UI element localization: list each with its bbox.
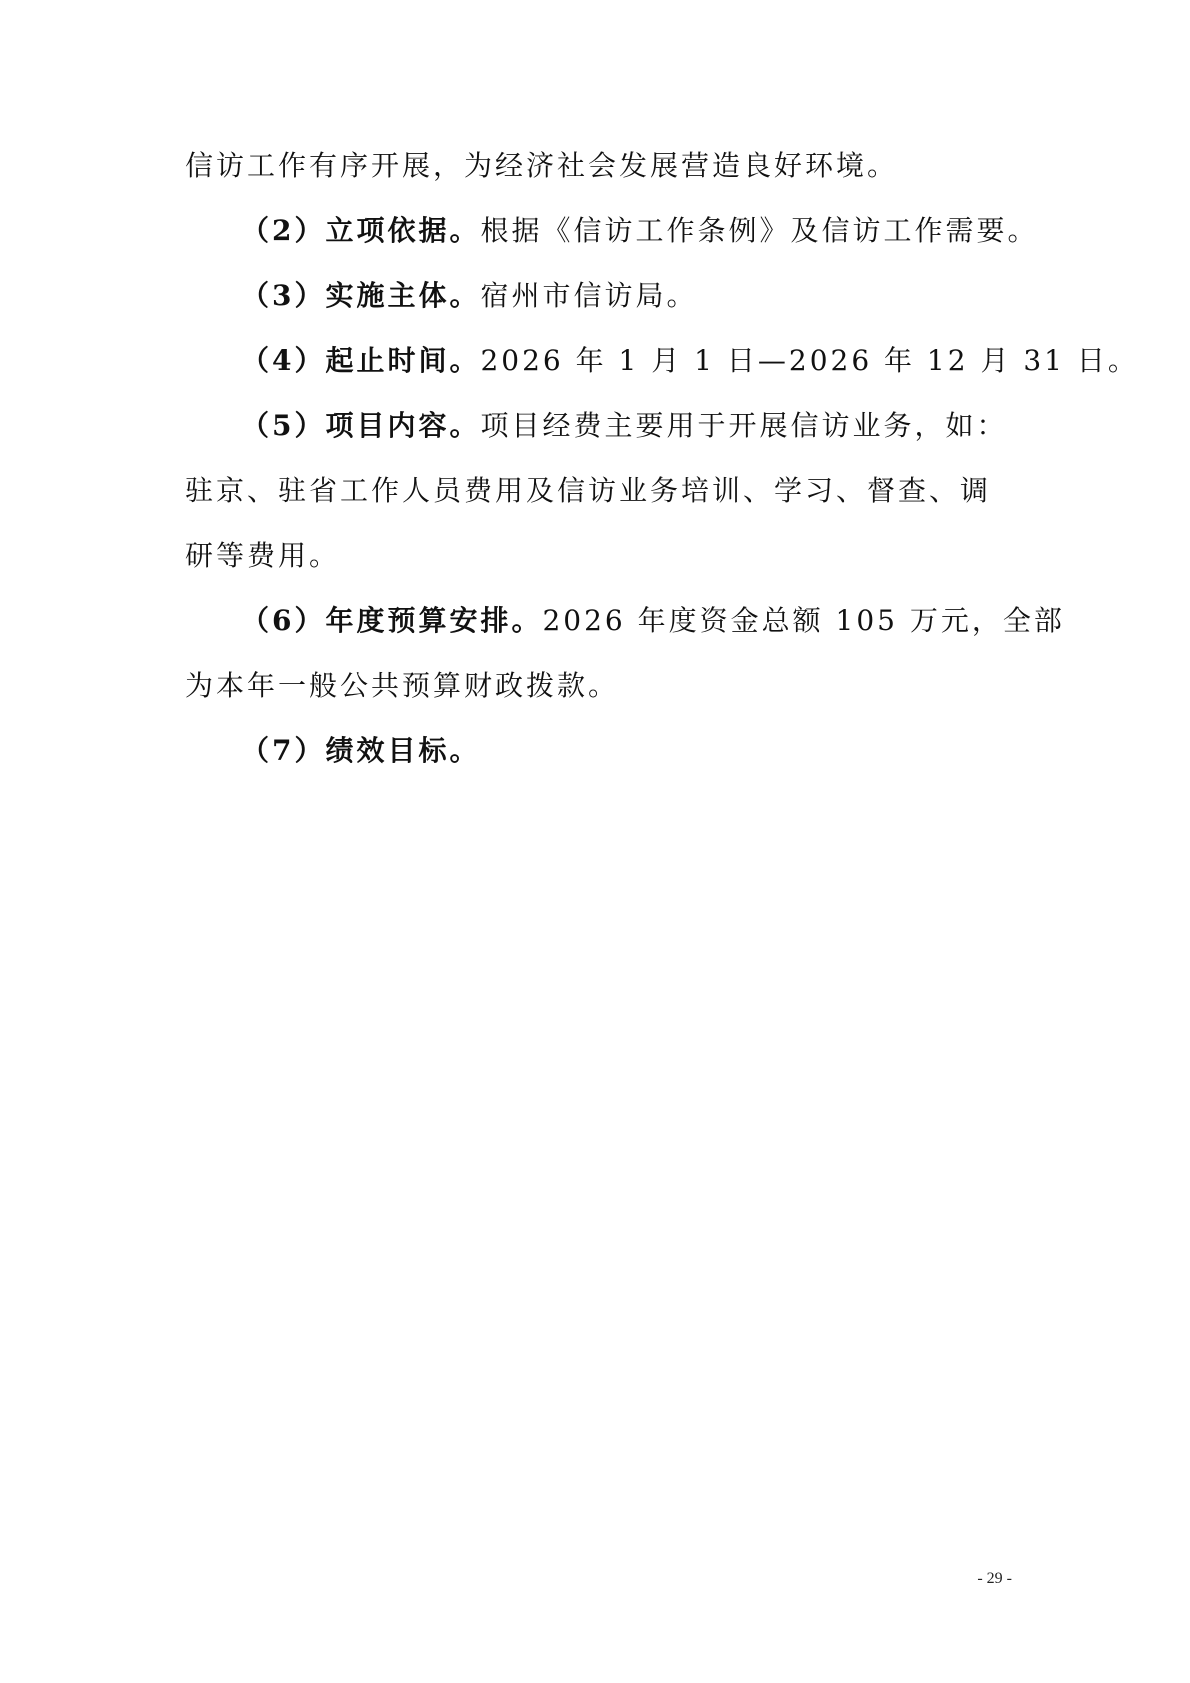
item-4-text: 2026 年 1 月 1 日—2026 年 12 月 31 日。 xyxy=(480,344,1139,377)
item-5-text-2: 驻京、驻省工作人员费用及信访业务培训、学习、督查、调 xyxy=(185,474,992,507)
item-6-text-2: 为本年一般公共预算财政拨款。 xyxy=(185,669,620,702)
paragraph-item-3 xyxy=(185,280,1015,311)
paragraph-item-5-line-1 xyxy=(185,410,1015,441)
item-7-heading: （7）绩效目标。 xyxy=(241,734,481,767)
document-body xyxy=(185,149,1139,800)
paragraph-item-6-line-2 xyxy=(185,670,1015,701)
item-3-heading: （3）实施主体。 xyxy=(241,279,481,312)
page-number: - 29 - xyxy=(977,1570,1012,1587)
item-6-text-1: 2026 年度资金总额 105 万元，全部 xyxy=(542,604,1065,637)
item-3-text: 宿州市信访局。 xyxy=(480,279,698,312)
intro-text: 信访工作有序开展，为经济社会发展营造良好环境。 xyxy=(185,149,899,182)
paragraph-item-5-line-2 xyxy=(185,475,1015,506)
item-5-text-3: 研等费用。 xyxy=(185,539,341,572)
paragraph-item-2 xyxy=(185,214,1039,247)
item-2-heading: （2）立项依据。 xyxy=(241,214,481,247)
paragraph-item-4 xyxy=(185,344,1139,377)
item-4-heading: （4）起止时间。 xyxy=(241,344,481,377)
item-5-text-1: 项目经费主要用于开展信访业务，如： xyxy=(480,409,1008,442)
paragraph-item-6-line-1 xyxy=(185,604,1065,637)
item-5-heading: （5）项目内容。 xyxy=(241,409,481,442)
paragraph-intro xyxy=(185,150,1015,181)
item-2-text: 根据《信访工作条例》及信访工作需要。 xyxy=(480,214,1039,247)
paragraph-item-7 xyxy=(185,735,1015,766)
item-6-heading: （6）年度预算安排。 xyxy=(241,604,543,637)
paragraph-item-5-line-3 xyxy=(185,540,1015,571)
